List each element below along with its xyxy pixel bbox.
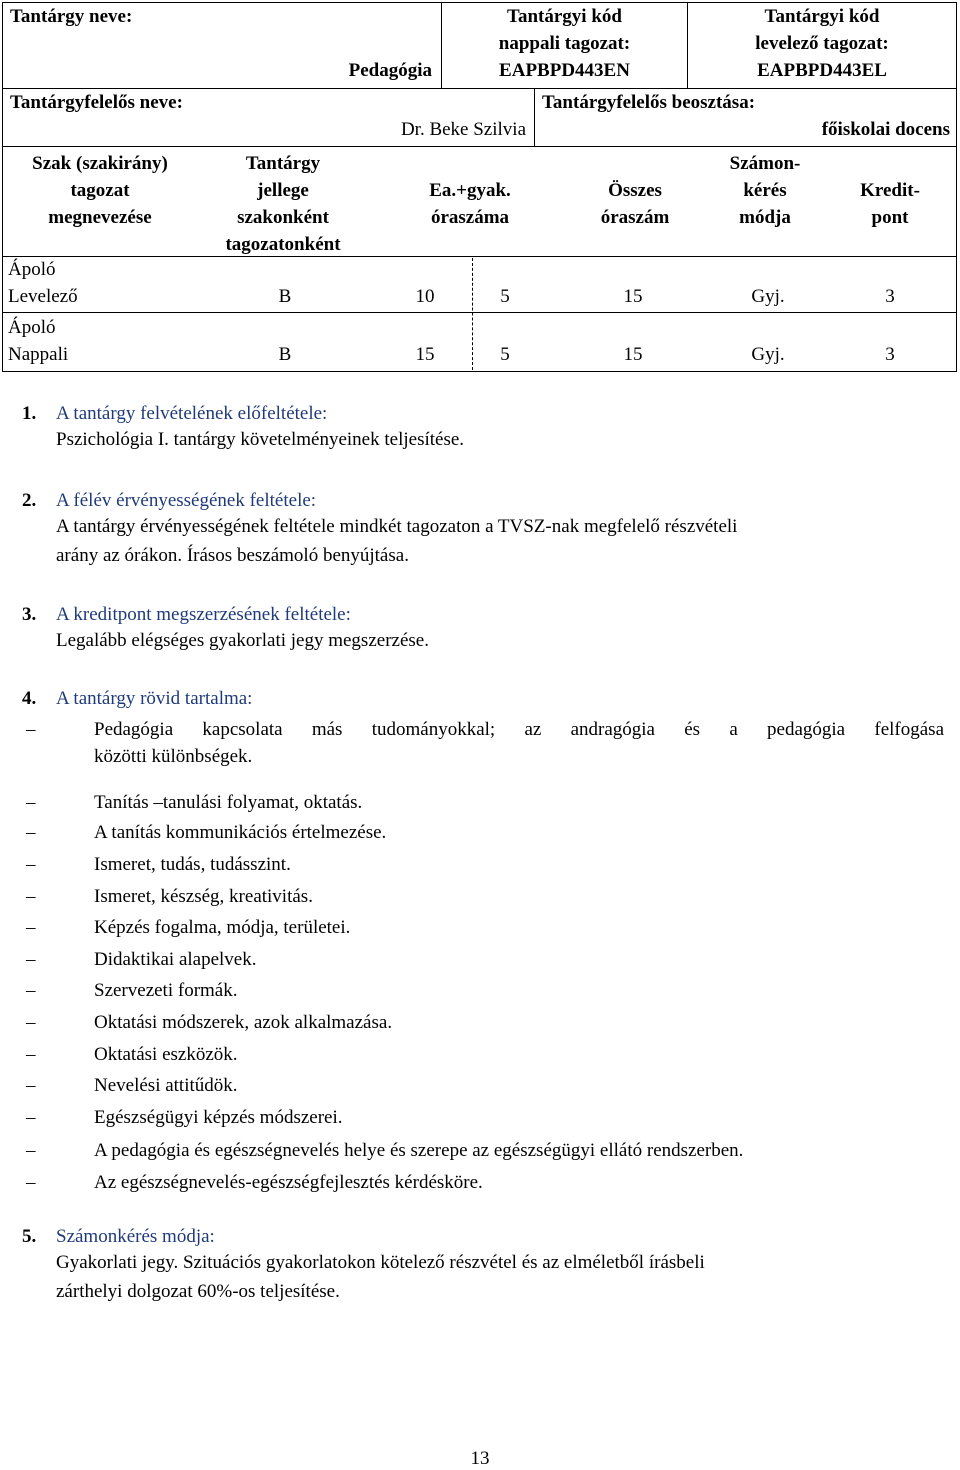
list-dash: – [26,1075,36,1096]
row-osszes: 15 [623,286,643,307]
list-dash: – [26,792,36,813]
row-szamonkeres: Gyj. [751,344,785,365]
row-gyak: 5 [500,286,510,307]
section-3-text: Legalább elégséges gyakorlati jegy megszerzése. [56,630,429,651]
list-item-text: A pedagógia és egészségnevelés helye és szerepe az egészségügyi ellátó rendszerben. [94,1140,744,1161]
section-2-number: 2. [22,490,37,511]
code-day-label-1: Tantárgyi kód [507,6,622,27]
section-3-title: A kreditpont megszerzésének feltétele: [56,604,351,625]
col-header-osszes: Összes óraszám [600,180,670,228]
row-jelleg: B [278,344,292,365]
row-szak-line2: Nappali [8,344,69,365]
code-day-value: EAPBPD443EN [499,60,630,81]
row-kredit: 3 [885,286,895,307]
col-header-szak: Szak (szakirány) tagozat megnevezése [32,153,168,228]
code-correspondence-label-2: levelező tagozat: [755,33,889,54]
position-value: főiskolai docens [821,119,950,140]
row-kredit: 3 [885,344,895,365]
list-item-continuation: közötti különbségek. [94,746,253,767]
list-item-text: Didaktikai alapelvek. [94,949,257,970]
responsible-value: Dr. Beke Szilvia [400,119,526,140]
list-dash: – [26,949,36,970]
list-dash: – [26,1172,36,1193]
section-5-text-line2: zárthelyi dolgozat 60%-os teljesítése. [56,1281,340,1302]
row-szak-line1: Ápoló [8,259,56,280]
subject-name-value: Pedagógia [348,60,432,81]
col-header-kredit: Kredit- pont [860,180,920,228]
section-1-number: 1. [22,403,37,424]
list-item-text: Oktatási módszerek, azok alkalmazása. [94,1012,393,1033]
list-dash: – [26,854,36,875]
list-dash: – [26,822,36,843]
section-2-title: A félév érvényességének feltétele: [56,490,317,511]
row-ea: 15 [415,344,435,365]
list-item-text: Az egészségnevelés-egészségfejlesztés kérdésköre. [94,1172,483,1193]
section-2-text-line1: A tantárgy érvényességének feltétele mindkét tagozaton a TVSZ-nak megfelelő részvételi [56,516,738,537]
list-item-text: Egészségügyi képzés módszerei. [94,1107,343,1128]
list-dash: – [26,980,36,1001]
list-item-text: Tanítás –tanulási folyamat, oktatás. [94,792,363,813]
code-day-label-2: nappali tagozat: [498,33,631,54]
code-correspondence-label-1: Tantárgyi kód [764,6,880,27]
list-dash: – [26,1107,36,1128]
row-jelleg: B [278,286,292,307]
section-4-title: A tantárgy rövid tartalma: [56,688,253,709]
row-szak-line1: Ápoló [8,317,56,338]
col-header-ea-gyak: Ea.+gyak. óraszáma [429,180,511,228]
position-label: Tantárgyfelelős beosztása: [542,92,756,113]
list-dash: – [26,1012,36,1033]
row-szamonkeres: Gyj. [751,286,785,307]
list-item-text: Nevelési attitűdök. [94,1075,238,1096]
list-item-text: Ismeret, tudás, tudásszint. [94,854,291,875]
section-3-number: 3. [22,604,37,625]
list-dash: – [26,886,36,907]
section-5-title: Számonkérés módja: [56,1226,215,1247]
list-dash: – [26,1140,36,1161]
section-5-text-line1: Gyakorlati jegy. Szituációs gyakorlatokon kötelező részvétel és az elméletből írásbeli [56,1252,705,1273]
row-szak-line2: Levelező [8,286,78,307]
list-item-text: Oktatási eszközök. [94,1044,238,1065]
code-correspondence-value: EAPBPD443EL [757,60,887,81]
section-4-number: 4. [22,688,37,709]
list-item-text: A tanítás kommunikációs értelmezése. [94,822,387,843]
list-item-text: Szervezeti formák. [94,980,238,1001]
list-dash: – [26,917,36,938]
section-5-number: 5. [22,1226,37,1247]
col-header-jelleg: Tantárgy jellege szakonként tagozatonként [225,153,341,255]
row-gyak: 5 [500,344,510,365]
col-header-szamonkeres: Számon- kérés módja [729,153,801,228]
section-1-text: Pszichológia I. tantárgy követelményeinek teljesítése. [56,429,465,450]
section-2-text-line2: arány az órákon. Írásos beszámoló benyújtása. [56,545,409,566]
page-number: 13 [470,1448,490,1469]
responsible-label: Tantárgyfelelős neve: [10,92,183,113]
list-dash: – [26,719,36,740]
row-osszes: 15 [623,344,643,365]
section-1-title: A tantárgy felvételének előfeltétele: [56,403,328,424]
subject-name-label: Tantárgy neve: [10,6,133,27]
list-item-text: Képzés fogalma, módja, területei. [94,917,351,938]
list-item-text: Pedagógia kapcsolata más tudományokkal; az andragógia és a pedagógia felfogása [94,719,944,740]
list-item-text: Ismeret, készség, kreativitás. [94,886,313,907]
list-dash: – [26,1044,36,1065]
row-ea: 10 [415,286,435,307]
